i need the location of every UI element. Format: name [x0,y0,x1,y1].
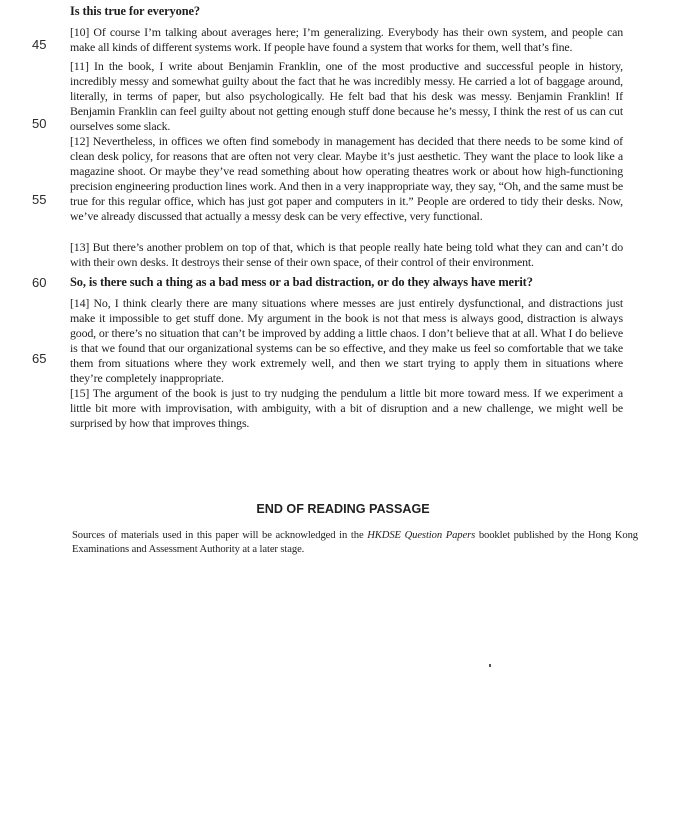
line-number-65: 65 [32,351,47,366]
paragraph-14: [14] No, I think clearly there are many situations where messes are just entirely dysfunctional, and distractions just make it impossible to get stuff done. My argument in the book is not that mess is always good, distraction is always good, or there’s no situation that can’t be improved by adding a little chaos. I don’t believe that at all. What I do believe is that we found that our organizational systems can be so effective, and they make us feel so comfortable that we take them from situations where they work extremely well, and then we start trying to apply them in situations where they’re completely inappropriate. [70,296,623,385]
paragraph-11: [11] In the book, I write about Benjamin Franklin, one of the most productive and successful people in history, incredibly messy and somewhat guilty about the fact that he was incredibly messy. He carried a lot of baggage around, literally, in terms of paper, but also psychologically. He felt bad that his desk was messy. Benjamin Franklin! If Benjamin Franklin can feel guilty about not getting enough stuff done because he’s messy, I think the rest of us can cut ourselves some slack. [70,59,623,133]
sources-text: Sources of materials used in this paper will be acknowledged in the [72,530,368,541]
end-of-passage-title: END OF READING PASSAGE [256,502,430,516]
paragraph-10: [10] Of course I’m talking about averages here; I’m generalizing. Everybody has their own system, and people can make all kinds of different systems work. If people have found a system that works for them, well that’s fine. [70,25,623,54]
line-number-60: 60 [32,275,47,290]
question-heading: So, is there such a thing as a bad mess or a bad distraction, or do they always have merit? [70,275,533,289]
sources-note [72,529,638,557]
line-number-45: 45 [32,37,47,52]
scan-speck [489,664,491,667]
booklet-title: HKDSE Question Papers [367,530,476,541]
line-number-55: 55 [32,192,47,207]
question-heading: Is this true for everyone? [70,4,201,18]
paragraph-13: [13] But there’s another problem on top of that, which is that people really hate being told what they can and can’t do with their own desks. It destroys their sense of their own space, of their control of their environment. [70,240,623,269]
paragraph-12: [12] Nevertheless, in offices we often find somebody in management has decided that there needs to be some kind of clean desk policy, for reasons that are often not very clear. Maybe it’s just aesthetic. They want the place to look like a magazine shoot. Or maybe they’ve read something about how operating theatres work or about how high-functioning precision engineering production lines work. And then in a very inappropriate way, they say, “Oh, and the same must be true for this regular office, which has just got paper and computers in it.” People are ordered to tidy their desks. Now, we’ve already discussed that actually a messy desk can be very effective, very functional. [70,134,624,223]
paragraph-15: [15] The argument of the book is just to try nudging the pendulum a little bit more toward mess. If we experiment a little bit more with improvisation, with ambiguity, with a bit of disruption and a new challenge, we might well be surprised by how that improves things. [70,386,623,430]
sources-text: booklet published by the Hong Kong Examinations and Assessment Authority at a later stage. [72,530,638,555]
line-number-50: 50 [32,116,47,131]
